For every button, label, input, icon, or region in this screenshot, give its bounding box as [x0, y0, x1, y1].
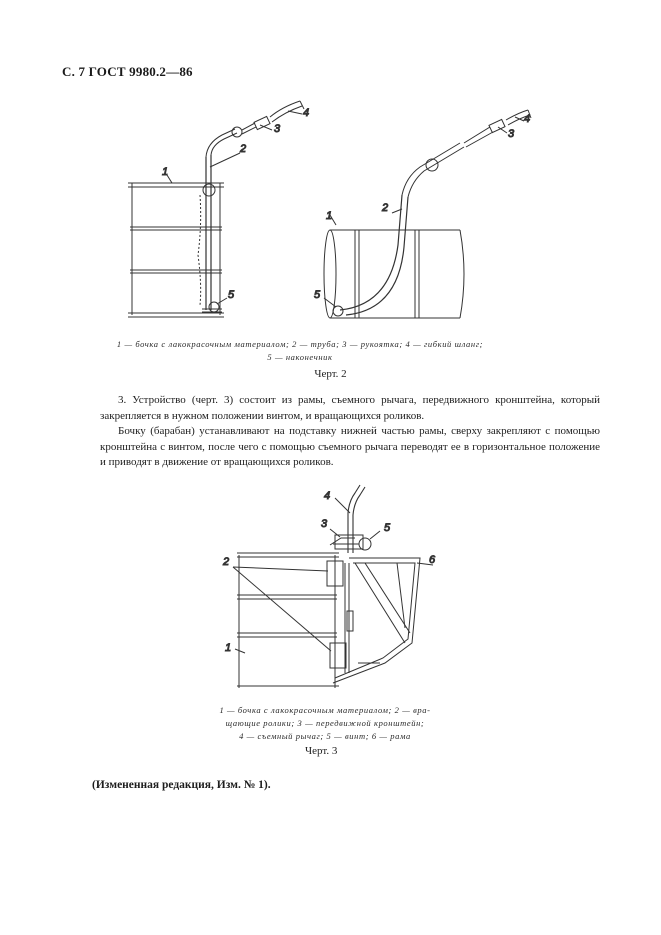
paragraph-2: Бочку (барабан) устанавливают на подставку нижней частью рамы, сверху закрепляют с помощью кронштейна с винтом, после чего с помощью съемного рычага переводят ее в горизонтальное положение и приводят в движение от вращающихся роликов.	[100, 425, 600, 468]
figure2-caption-line1: 1 — бочка с лакокрасочным материалом; 2 — труба; 3 — рукоятка; 4 — гибкий шланг;	[116, 339, 484, 349]
fig3-label-1: 1	[225, 642, 232, 654]
figure2-right-drawing	[310, 105, 540, 330]
fig2-left-label-4: 4	[303, 107, 310, 119]
fig2-right-label-1: 1	[326, 210, 333, 222]
figure3-drawing	[215, 483, 455, 693]
fig2-left-label-3: 3	[274, 123, 281, 135]
page-header: С. 7 ГОСТ 9980.2—86	[62, 64, 193, 79]
figure2-title: Черт. 2	[314, 368, 347, 380]
figure3-caption-line1: 1 — бочка с лакокрасочным материалом; 2 — вра-	[219, 705, 431, 715]
paragraph-1: 3. Устройство (черт. 3) состоит из рамы, съемного рычага, передвижного кронштейна, который закрепляется в нужном положении винтом, и вращающихся роликов.	[100, 394, 600, 422]
figure3-caption-line2: щающие ролики; 3 — передвижной кронштейн;	[225, 718, 425, 728]
figure2-caption-line2: 5 — наконечник	[267, 352, 333, 362]
figure3-caption	[190, 704, 460, 743]
fig3-label-6: 6	[429, 554, 436, 566]
fig2-left-label-2: 2	[240, 143, 247, 155]
figure2-caption	[70, 338, 530, 364]
fig2-left-label-5: 5	[228, 289, 235, 301]
revision-note: (Измененная редакция, Изм. № 1).	[92, 779, 271, 791]
figure3-caption-line3: 4 — съемный рычаг; 5 — винт; 6 — рама	[239, 731, 411, 741]
fig3-label-4: 4	[324, 490, 331, 502]
fig3-label-5: 5	[384, 522, 391, 534]
fig2-right-label-2: 2	[382, 202, 389, 214]
fig2-left-label-1: 1	[162, 166, 169, 178]
figure3-title: Черт. 3	[305, 745, 338, 757]
fig2-right-label-4: 4	[524, 113, 531, 125]
fig2-right-label-5: 5	[314, 289, 321, 301]
fig3-label-3: 3	[321, 518, 328, 530]
fig2-right-label-3: 3	[508, 128, 515, 140]
body-text	[100, 393, 600, 471]
figure2-left-drawing	[110, 95, 333, 330]
fig3-label-2: 2	[223, 556, 230, 568]
